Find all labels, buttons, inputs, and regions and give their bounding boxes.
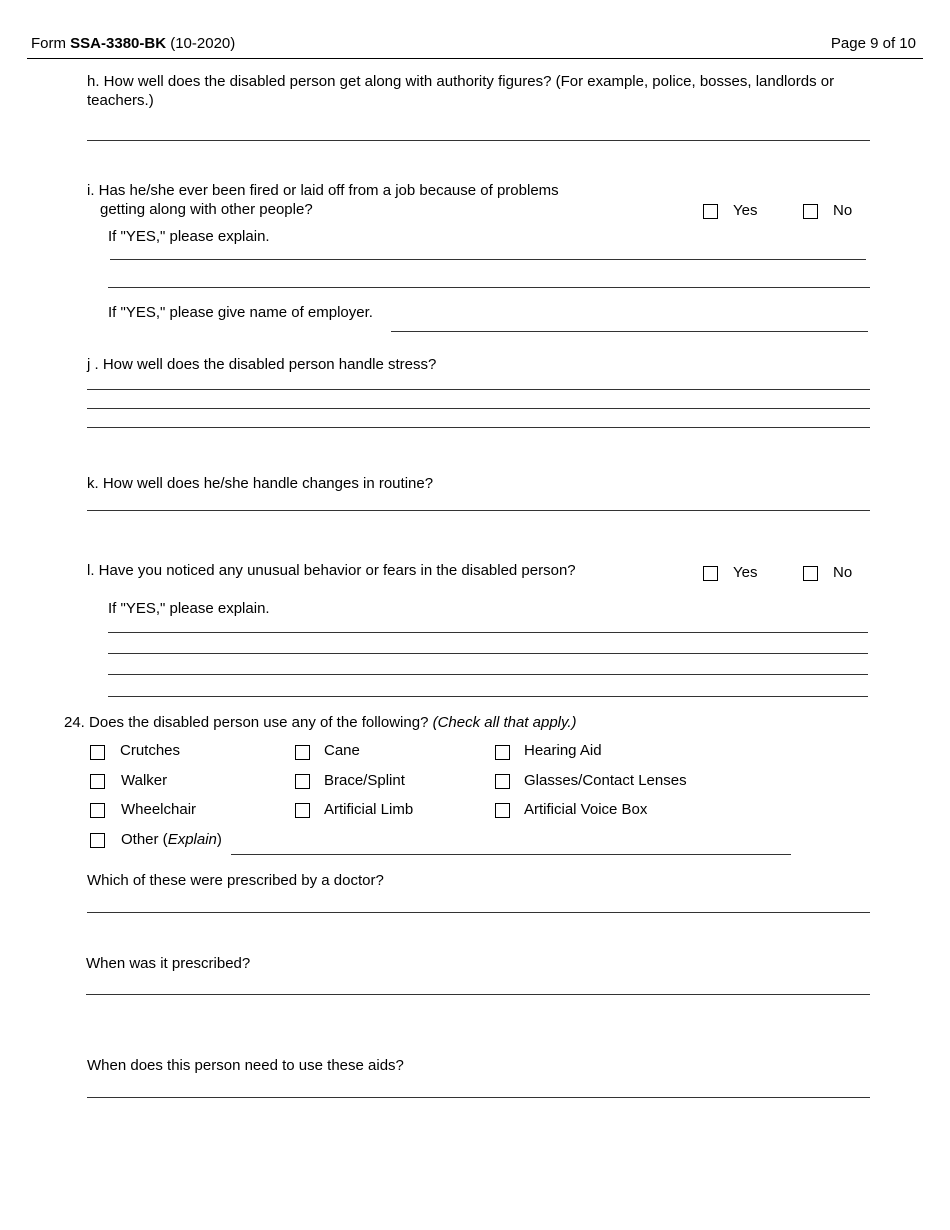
question-24-note: (Check all that apply.) (432, 714, 577, 731)
other-prefix: Other ( (121, 831, 168, 848)
cane-label: Cane (324, 742, 360, 759)
other-aid-label (121, 831, 222, 849)
when-use-label: When does this person need to use these aids? (87, 1057, 404, 1074)
brace-splint-checkbox[interactable] (295, 774, 310, 789)
question-i-employer-label: If "YES," please give name of employer. (108, 304, 373, 321)
question-i-yes-checkbox[interactable] (703, 204, 718, 219)
form-edition: (10-2020) (170, 35, 236, 52)
answer-line-l-2[interactable] (108, 653, 868, 654)
other-explain: Explain (167, 831, 217, 848)
question-i-text: i. Has he/she ever been fired or laid off from a job because of problems (87, 182, 559, 199)
question-l-no-label: No (833, 564, 853, 581)
glasses-label: Glasses/Contact Lenses (524, 772, 687, 789)
artificial-limb-label: Artificial Limb (324, 801, 414, 818)
other-aid-checkbox[interactable] (90, 833, 105, 848)
wheelchair-checkbox[interactable] (90, 803, 105, 818)
question-h-text-cont: teachers.) (87, 92, 154, 109)
question-i-no-label: No (833, 202, 853, 219)
wheelchair-label: Wheelchair (121, 801, 197, 818)
question-l-no-checkbox[interactable] (803, 566, 818, 581)
answer-line-i-2[interactable] (108, 287, 870, 288)
question-j-text: j . How well does the disabled person handle stress? (87, 356, 437, 373)
hearing-aid-label: Hearing Aid (524, 742, 602, 759)
question-l-yes-checkbox[interactable] (703, 566, 718, 581)
question-i-yes-label: Yes (733, 202, 758, 219)
answer-line-j-1[interactable] (87, 389, 870, 390)
form-id (31, 35, 235, 53)
question-h-text: h. How well does the disabled person get along with authority figures? (For example, police, bosses, landlords or (87, 73, 835, 90)
brace-splint-label: Brace/Splint (324, 772, 405, 789)
answer-line-k[interactable] (87, 510, 870, 511)
question-k-text: k. How well does he/she handle changes in routine? (87, 475, 434, 492)
question-i-no-checkbox[interactable] (803, 204, 818, 219)
question-i-explain-label: If "YES," please explain. (108, 228, 270, 245)
walker-label: Walker (121, 772, 168, 789)
form-prefix: Form (31, 35, 66, 52)
crutches-label: Crutches (120, 742, 181, 759)
when-prescribed-label: When was it prescribed? (86, 955, 251, 972)
hearing-aid-checkbox[interactable] (495, 745, 510, 760)
question-l-explain-label: If "YES," please explain. (108, 600, 270, 617)
artificial-limb-checkbox[interactable] (295, 803, 310, 818)
prescribed-by-line[interactable] (87, 912, 870, 913)
cane-checkbox[interactable] (295, 745, 310, 760)
question-24-prompt: 24. Does the disabled person use any of the following? (64, 714, 429, 731)
glasses-checkbox[interactable] (495, 774, 510, 789)
voice-box-checkbox[interactable] (495, 803, 510, 818)
walker-checkbox[interactable] (90, 774, 105, 789)
answer-line-h[interactable] (87, 140, 870, 141)
answer-line-l-3[interactable] (108, 674, 868, 675)
header-rule (27, 58, 923, 59)
crutches-checkbox[interactable] (90, 745, 105, 760)
question-24-text (64, 714, 577, 732)
voice-box-label: Artificial Voice Box (524, 801, 648, 818)
form-number: SSA-3380-BK (70, 35, 167, 52)
answer-line-l-4[interactable] (108, 696, 868, 697)
question-l-yes-label: Yes (733, 564, 758, 581)
other-explain-line[interactable] (231, 854, 791, 855)
page-number: Page 9 of 10 (830, 35, 916, 52)
when-use-line[interactable] (87, 1097, 870, 1098)
answer-line-j-3[interactable] (87, 427, 870, 428)
question-i-text-cont: getting along with other people? (100, 201, 313, 218)
question-l-text: l. Have you noticed any unusual behavior or fears in the disabled person? (87, 562, 576, 579)
answer-line-j-2[interactable] (87, 408, 870, 409)
when-prescribed-line[interactable] (86, 994, 870, 995)
employer-name-line[interactable] (391, 331, 868, 332)
prescribed-by-label: Which of these were prescribed by a doctor? (87, 872, 384, 889)
answer-line-l-1[interactable] (108, 632, 868, 633)
other-suffix: ) (216, 831, 222, 848)
answer-line-i-1[interactable] (110, 259, 866, 260)
